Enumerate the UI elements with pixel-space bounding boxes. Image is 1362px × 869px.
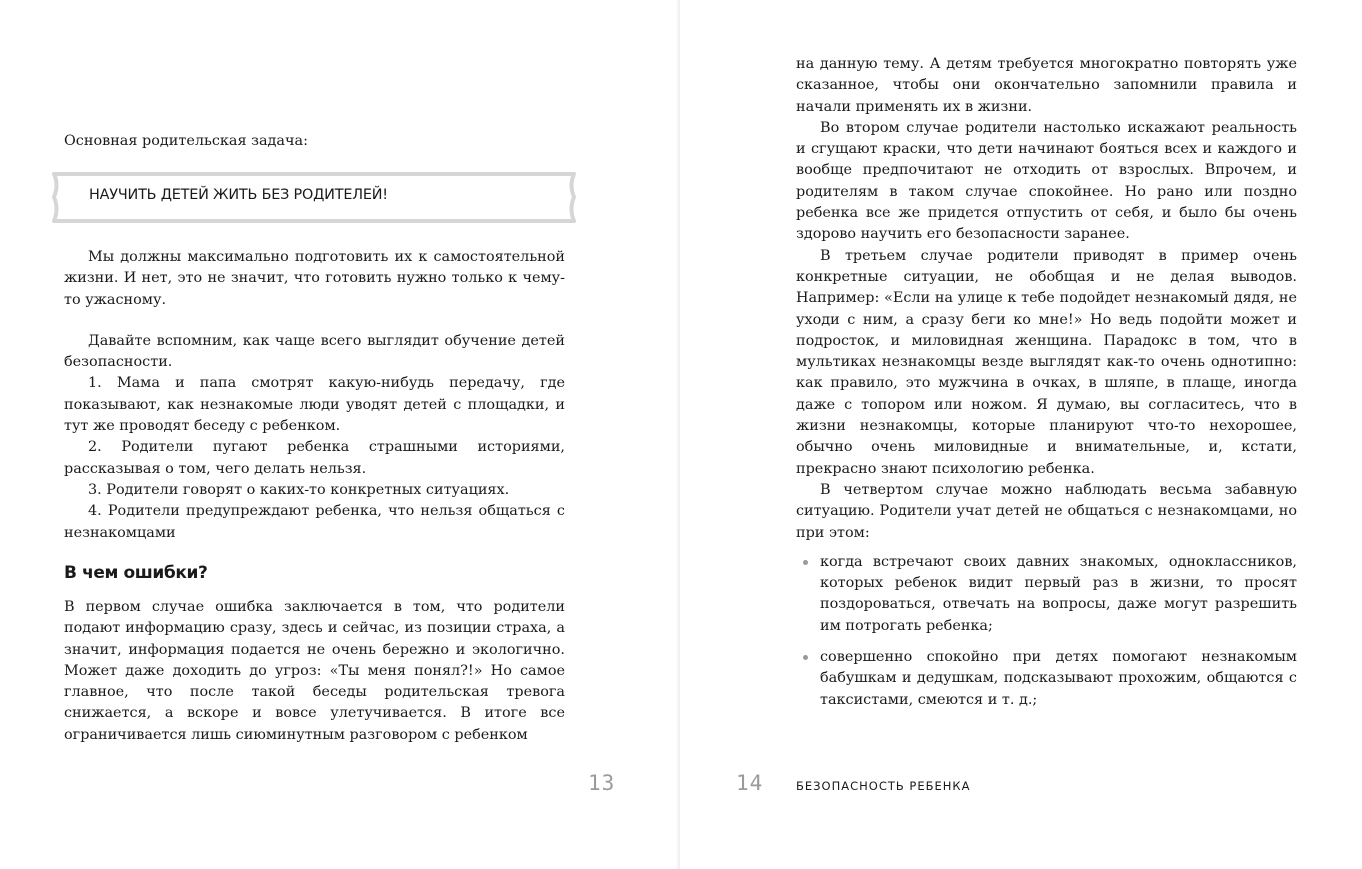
list-item: 1. Мама и папа смотрят какую-нибудь передачу, где показывают, как незнакомые люди уводят детей с площадки, и тут же проводят беседу с ребенком. [64, 375, 565, 435]
right-page [680, 0, 1362, 869]
bullet-dot-icon [803, 655, 808, 660]
paragraph: Во втором случае родители настолько искажают реальность и сгущают краски, что дети начинают бояться всех и каждого и вообще предпочитают не отходить от взрослых. Впрочем, и родителям в таком случае спокойнее. Но рано или поздно ребенка все же придется отпустить от себя, и было бы очень здорово научить его безопасности заранее. [796, 119, 1297, 243]
bullet-list [796, 552, 1297, 711]
intro-line: Основная родительская задача: [64, 133, 308, 149]
paragraph: В четвертом случае можно наблюдать весьма забавную ситуацию. Родители учат детей не общаться с незнакомцами, но при этом: [796, 481, 1297, 541]
bullet-item [796, 552, 1297, 637]
callout-banner [50, 171, 578, 224]
running-title: БЕЗОПАСНОСТЬ РЕБЕНКА [796, 779, 971, 793]
section-heading: В чем ошибки? [64, 563, 208, 583]
bullet-text: когда встречают своих давних знакомых, одноклассников, которых ребенок видит первый раз в жизни, то просят поздороваться, отвечать на вопросы, даже могут разрешить им потрогать ребенка; [820, 553, 1297, 634]
list-item: 2. Родители пугают ребенка страшными историями, рассказывая о том, чего делать нельзя. [64, 439, 565, 477]
body-text-right [796, 54, 1297, 721]
body-text-bottom [64, 597, 565, 746]
bullet-item [796, 647, 1297, 711]
left-page [0, 0, 680, 869]
paragraph: Мы должны максимально подготовить их к самостоятельной жизни. И нет, это не значит, что готовить нужно только к чему-то ужасному. [64, 249, 565, 308]
page-number-right: 14 [736, 771, 764, 795]
banner-text: НАУЧИТЬ ДЕТЕЙ ЖИТЬ БЕЗ РОДИТЕЛЕЙ! [89, 187, 388, 203]
bullet-dot-icon [803, 560, 808, 565]
paragraph: на данную тему. А детям требуется многократно повторять уже сказанное, чтобы они окончательно запомнили правила и начали применять их в жизни. [796, 56, 1297, 115]
bullet-text: совершенно спокойно при детях помогают незнакомым бабушкам и дедушкам, подсказывают прохожим, общаются с таксистами, смеются и т. д.; [820, 649, 1297, 708]
paragraph: Давайте вспомним, как чаще всего выглядит обучение детей безопасности. [64, 332, 565, 371]
list-item: 3. Родители говорят о каких-то конкретных ситуациях. [88, 481, 510, 498]
body-text-mid [64, 247, 565, 544]
paragraph: В первом случае ошибка заключается в том, что родители подают информацию сразу, здесь и сейчас, из позиции страха, а значит, информация подается не очень бережно и экологично. Может даже доходить до угроз: «Ты меня понял?!» Но самое главное, что после такой беседы родительская тревога снижается, а вскоре и вовсе улетучивается. В итоге все ограничивается лишь сиюминутным разговором с ребенком [64, 599, 565, 743]
paragraph: В третьем случае родители приводят в пример очень конкретные ситуации, не обобщая и не делая выводов. Например: «Если на улице к тебе подойдет незнакомый дядя, не уходи с ним, а сразу беги ко мне!» Но ведь подойти может и подросток, и миловидная женщина. Парадокс в том, что в мультиках незнакомцы везде выглядят как-то очень однотипно: как правило, это мужчина в очках, в шляпе, в плаще, иногда даже с топором или ножом. Я думаю, вы согласитесь, что в жизни незнакомцы, которые планируют что-то нехорошее, обычно очень миловидные и внимательные, и, кстати, прекрасно знают психологию ребенка. [796, 247, 1297, 477]
intro-text [64, 131, 565, 152]
page-number-left: 13 [588, 771, 616, 795]
list-item: 4. Родители предупреждают ребенка, что нельзя общаться с незнакомцами [64, 503, 565, 541]
